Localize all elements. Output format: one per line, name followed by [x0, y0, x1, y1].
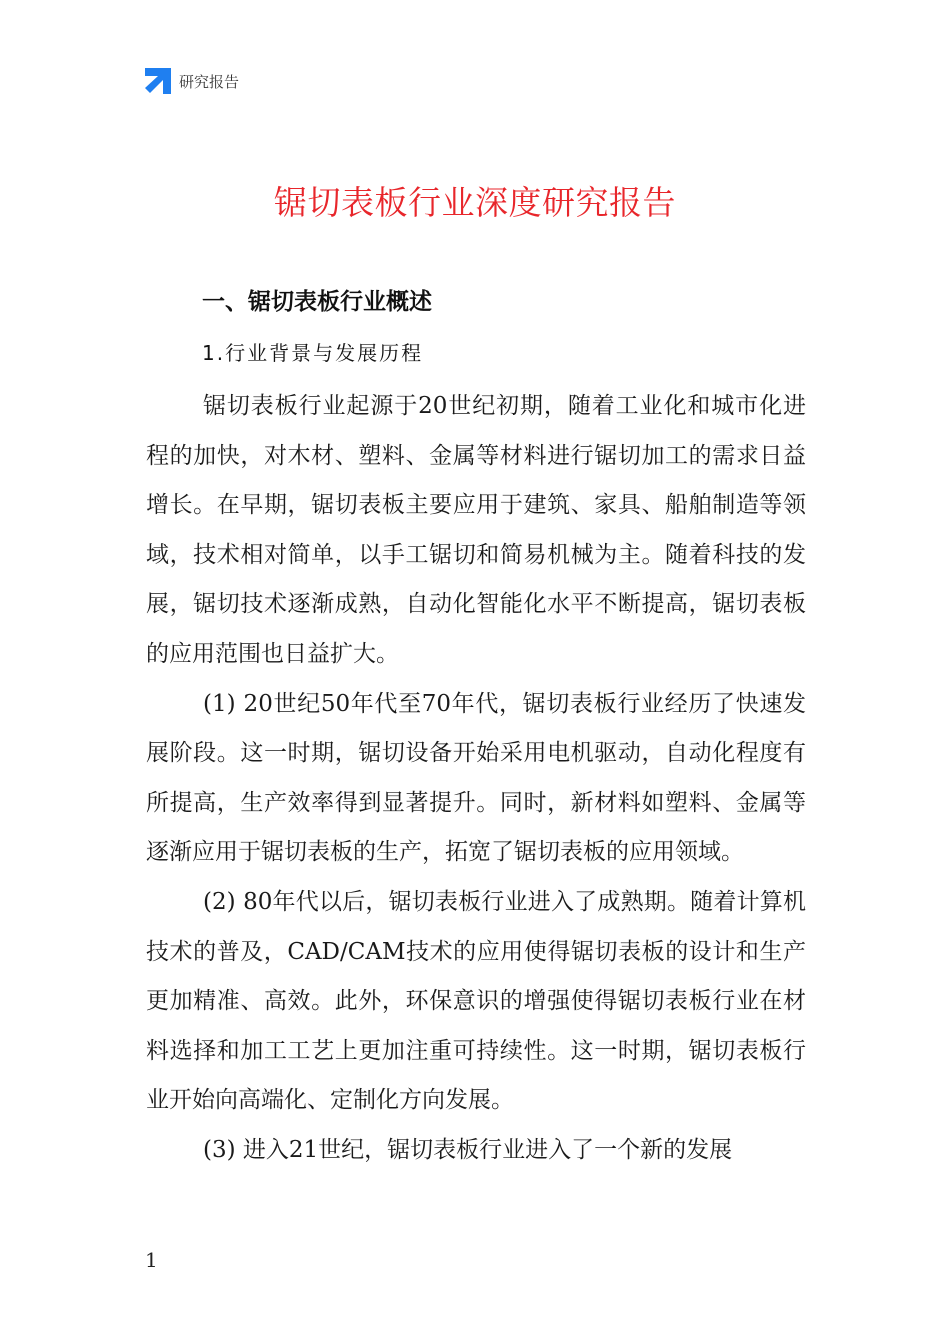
- document-body: [146, 382, 806, 1176]
- document-title: 锯切表板行业深度研究报告: [274, 183, 676, 222]
- page-number: 1: [145, 1248, 158, 1272]
- report-logo-icon: [145, 68, 171, 94]
- header-label: 研究报告: [179, 72, 240, 91]
- paragraph: (2) 80年代以后，锯切表板行业进入了成熟期。随着计算机技术的普及，CAD/CAM技术的应用使得锯切表板的设计和生产更加精准、高效。此外，环保意识的增强使得锯切表板行业在材料选择和加工工艺上更加注重可持续性。这一时期，锯切表板行业开始向高端化、定制化方向发展。: [146, 888, 806, 1114]
- subsection-heading: 1.行业背景与发展历程: [202, 341, 424, 365]
- paragraph: (3) 进入21世纪，锯切表板行业进入了一个新的发展: [203, 1136, 733, 1163]
- page-header: [145, 68, 239, 94]
- section-heading: 一、锯切表板行业概述: [202, 289, 432, 315]
- paragraph: (1) 20世纪50年代至70年代，锯切表板行业经历了快速发展阶段。这一时期，锯切设备开始采用电机驱动，自动化程度有所提高，生产效率得到显著提升。同时，新材料如塑料、金属等逐渐应用于锯切表板的生产，拓宽了锯切表板的应用领域。: [146, 690, 806, 866]
- paragraph: 锯切表板行业起源于20世纪初期，随着工业化和城市化进程的加快，对木材、塑料、金属等材料进行锯切加工的需求日益增长。在早期，锯切表板主要应用于建筑、家具、船舶制造等领域，技术相对简单，以手工锯切和简易机械为主。随着科技的发展，锯切技术逐渐成熟，自动化智能化水平不断提高，锯切表板的应用范围也日益扩大。: [146, 393, 806, 667]
